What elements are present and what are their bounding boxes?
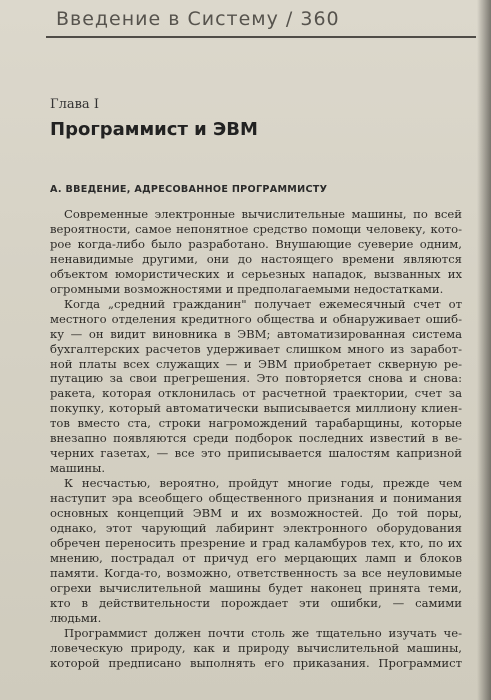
chapter-label: Глава I	[50, 97, 99, 112]
running-head-text: Введение в Систему / 360	[56, 8, 340, 30]
text-line: тов вместо ста, строки нагромождений тарабарщины, которые	[50, 416, 462, 431]
text-line: ракета, которая отклонилась от расчетной траектории, счет за	[50, 386, 462, 401]
chapter-title: Программист и ЭВМ	[50, 119, 258, 140]
text-line: ненавидимые другими, они до настоящего времени являются	[50, 251, 462, 266]
text-line: ловеческую природу, как и природу вычислительной машины,	[50, 640, 462, 655]
text-line: машины.	[50, 461, 106, 476]
body-text	[50, 207, 462, 671]
text-line: Современные электронные вычислительные машины, по всей	[64, 207, 462, 221]
text-line: которой предписано выполнять его приказания. Программист	[50, 655, 462, 670]
text-line: вероятности, самое непонятное средство помощи человеку, кото-	[50, 221, 462, 236]
text-line: основных концепций ЭВМ и их возможностей. До той поры,	[50, 506, 462, 521]
text-line: ку — он видит виновника в ЭВМ; автоматизированная система	[50, 326, 462, 341]
text-line: кто в действительности порождает эти ошибки, — самими	[50, 595, 462, 610]
text-line: людьми.	[50, 610, 102, 625]
page-fold-shadow	[477, 0, 491, 700]
text-line: Когда „средний гражданин" получает ежемесячный счет от	[64, 296, 462, 311]
text-line: покупку, который автоматически выписывается миллиону клиен-	[50, 401, 462, 416]
text-line: бухгалтерских расчетов удерживает слишком много из заработ-	[50, 341, 462, 356]
text-line: путацию за свои прегрешения. Это повторяется снова и снова:	[50, 371, 462, 386]
text-line: рое когда-либо было разработано. Внушающие суеверие одним,	[50, 236, 462, 251]
text-line: огрехи вычислительной машины будет наконец принята теми,	[50, 580, 462, 595]
text-line: однако, этот чарующий лабиринт электронного оборудования	[50, 521, 462, 536]
running-head	[46, 6, 476, 38]
text-line: огромными возможностями и предполагаемыми недостатками.	[50, 281, 444, 296]
text-line: Программист должен почти столь же тщательно изучать че-	[64, 625, 462, 640]
text-line: черних газетах, — все это приписывается шалостям капризной	[50, 446, 462, 461]
text-line: объектом юмористических и серьезных нападок, вызванных их	[50, 266, 462, 281]
text-line: внезапно появляются среди подборок последних известий в ве-	[50, 431, 462, 446]
text-line: обречен переносить презрение и град каламбуров тех, кто, по их	[50, 535, 462, 550]
text-line: ной платы всех служащих — и ЭВМ приобретает скверную ре-	[50, 356, 462, 371]
section-heading: A. ВВЕДЕНИЕ, АДРЕСОВАННОЕ ПРОГРАММИСТУ	[50, 184, 328, 195]
text-line: мнению, пострадал от причуд его мерцающих ламп и блоков	[50, 550, 462, 565]
text-line: памяти. Когда-то, возможно, ответственность за все неуловимые	[50, 565, 462, 580]
text-line: наступит эра всеобщего общественного признания и понимания	[50, 491, 462, 506]
text-line: К несчастью, вероятно, пройдут многие годы, прежде чем	[64, 476, 462, 491]
text-line: местного отделения кредитного общества и обнаруживает ошиб-	[50, 311, 462, 326]
